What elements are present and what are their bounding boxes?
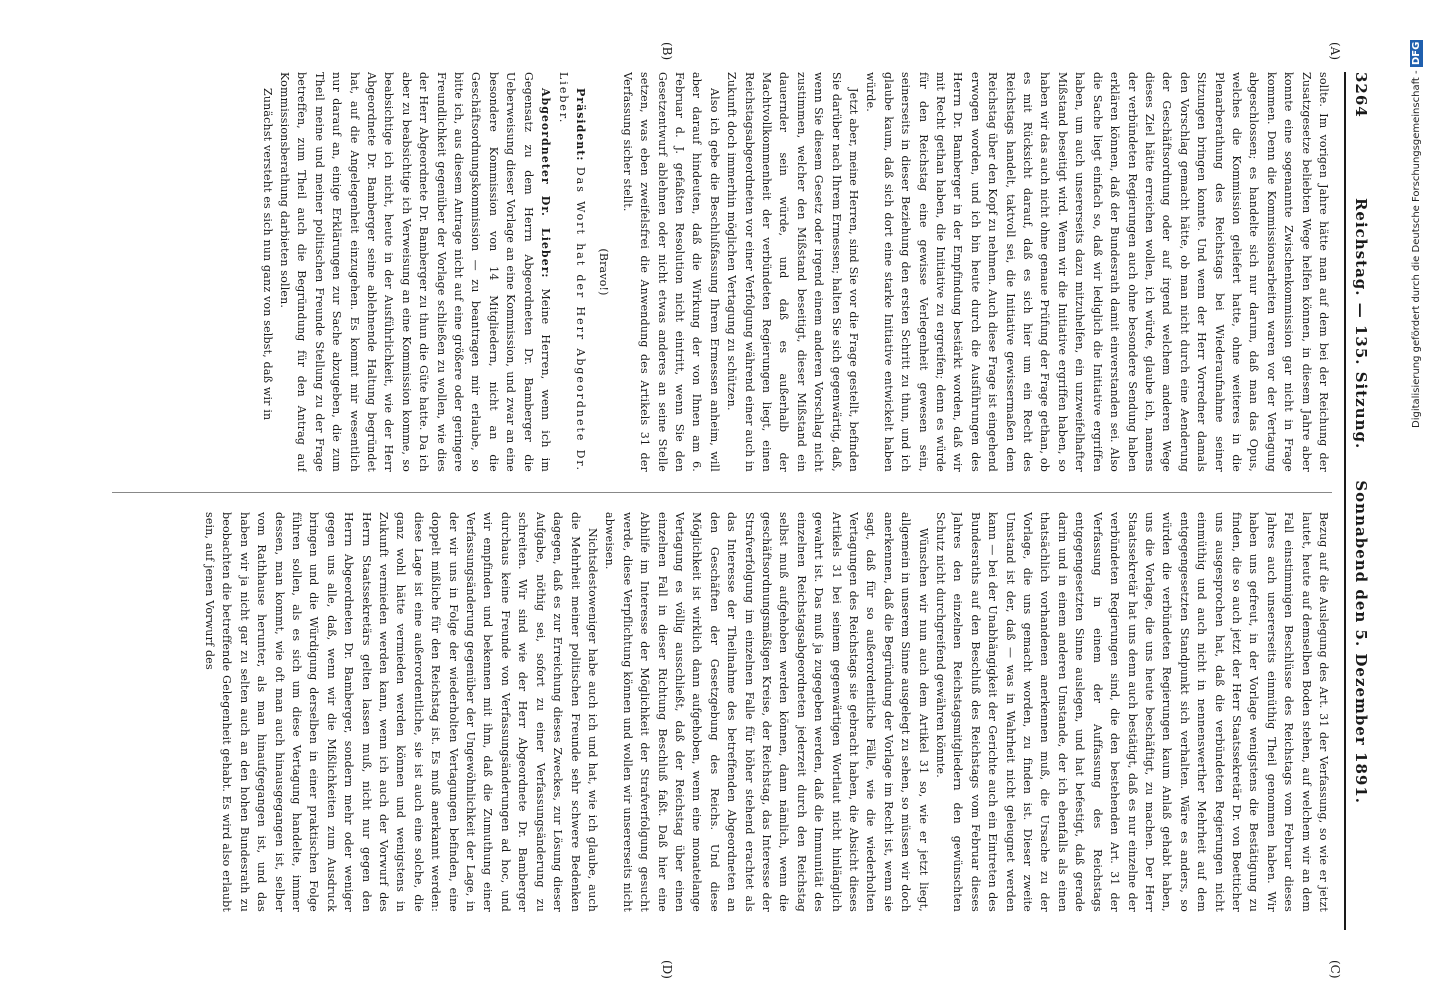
speech-text: Das Wort hat der Herr Abgeordnete Dr. Lieber.	[556, 72, 587, 472]
session-title: Reichstag. — 135. Sitzung.	[1352, 197, 1370, 450]
digitization-credit	[1410, 40, 1428, 980]
paragraph: Wünschen wir nun auch dem Artikel 31 so, wie er jetzt liegt, allgemein in unserem Sinne ausgelegt zu sehen, so müssen wir doch anerkennen, daß die Begründung der Vorlage im Recht ist, wenn sie sagt, daß für so außerordentliche Fälle, wie die wiederholten Vertagungen des Reichstags sie gebracht haben, die Absicht dieses Artikels 31 bei seinem gegenwärtigen Wortlaut nicht hinlänglich gewahrt ist. Das muß ja zugegeben werden, daß die Immunität des einzelnen Reichstagsabgeordneten jederzeit durch den Reichstag selbst muß aufgehoben werden können, dann nämlich, wenn die geschäftsordnungsmäßigen Kreise, der Reichstag, das Interesse der Strafverfolgung im einzelnen Falle für höher stehend erachtet als das Interesse der Theilnahme des betreffenden Abgeordneten an den Geschäften der Gesetzgebung des Reichs. Und diese Möglichkeit ist wirklich dann aufgehoben, wenn eine monatelange Vertagung es völlig ausschließt, daß der Reichstag über einen einzelnen Fall in dieser Richtung Beschluß faßt. Daß hier eine Abhilfe im Interesse der Möglichkeit der Strafverfolgung gesucht werde, diese Verpflichtung können und wollen wir unsererseits nicht abweisen.	[603, 512, 930, 912]
speech-text: Meine Herren, wenn ich im Gegensatz zu dem Herrn Abgeordneten Dr. Bamberger die Ueberweisung dieser Vorlage an eine Kommission, und zwar an eine besondere Kommission von 14 Mitgliedern, nicht an die Geschäftsordnungskommission — zu beantragen mir erlaube, so bitte ich, aus diesem Antrage nicht auf eine größere oder geringere Freundlichkeit gegenüber der Vorlage schließen zu wollen, wie dies der Herr Abgeordnete Dr. Bamberger zu thun die Güte hatte. Da ich aber zu beabsichtige ich Verweisung an eine Kommission komme, so beabsichtige ich nicht, heute in der Ausführlichkeit, wie der Herr Abgeordnete Dr. Bamberger seine ablehnende Haltung begründet hat, auf die Angelegenheit einzugehen. Es kommt mir wesentlich nur darauf an, einige Erklärungen zur Sache abzugeben, die zum Theil meine und meiner politischen Freunde Stellung zu der Frage betreffen, zum Theil auch die Begründung für den Antrag auf Kommissionsberathung darbieten sollen.	[278, 72, 553, 472]
speaker-label: Abgeordneter Dr. Lieber:	[539, 88, 553, 279]
page-header	[1344, 72, 1372, 930]
paragraph: Zunächst versteht es sich nun ganz von selbst, daß wir in	[260, 88, 274, 421]
margin-mark-a: (A)	[1328, 42, 1342, 61]
credit-text: Digitalisierung gefördert durch die Deutsche Forschungsgemeinschaft -	[1411, 70, 1422, 429]
speaker-label: Präsident:	[573, 88, 587, 162]
margin-mark-d: (D)	[660, 960, 674, 979]
speaker-paragraph	[276, 72, 555, 472]
president-paragraph	[554, 72, 589, 472]
paragraph: Also ich gebe die Beschlußfassung Ihrem Ermessen anheim, will aber darauf hindeuten, daß die Wirkung der von Ihnen am 6. Februar d. J. gefaßten Resolution nicht eintritt, wenn Sie den Gesetzentwurf ablehnen oder nicht etwas anderes an seine Stelle setzen, was eben zweifelsfrei die Anwendung des Artikels 31 der Verfassung sicher stellt.	[620, 72, 721, 472]
paragraph: Bezug auf die Auslegung des Art. 31 der Verfassung, so wie er jetzt lautet, heute auf demselben Boden stehen, auf welchem wir an dem Fall einstimmigen Beschlüsse des Reichstags vom Februar dieses Jahres auch unsererseits einmüthig Theil genommen haben. Wir haben uns gefreut, in der Vorlage wenigstens die Bestätigung zu finden, die so auch jetzt der Herr Staatssekretär Dr. von Boetticher uns ausgesprochen hat, daß die verbündeten Regierungen nicht einmüthig und auch nicht in nennenswerther Mehrheit auf dem entgegengesetzten Standpunkt sich verhalten. Wäre es anders, so würden die verbündeten Regierungen kaum Anlaß gehabt haben, uns die Vorlage, die uns heute beschäftigt, zu machen. Der Herr Staatssekretär hat uns denn auch bestätigt, daß es nur einzelne der verbündeten Regierungen sind, die den bestehenden Art. 31 der Verfassung in einem der Auffassung des Reichstags entgegengesetzten Sinne auslegen, und hat befestigt, daß gerade darin und in einem anderen Umstande, der ich ebenfalls als einen thatsächlich vorhandenen anerkennen muß, die Ursache zu der Vorlage, die uns gemacht worden, zu finden ist. Dieser zweite Umstand ist der, daß — was in Wahrheit nicht geleugnet werden kann — bei der Unabhängigkeit der Gerichte auch ein Eintreten des Bundesraths auf den Beschluß des Reichstags vom Februar dieses Jahres den einzelnen Reichstagsmitgliedern den gewünschten Schutz nicht durchgreifend gewähren könnte.	[934, 512, 1330, 912]
paragraph: sollte. Im vorigen Jahre hätte man auf dem bei der Reichung der Zusatzgesetze beliebten Wege helfen können, in diesem Jahre aber konnte eine sogenannte Zwischenkommission gar nicht in Frage kommen. Denn die Kommissionsarbeiten waren vor der Vertagung abgeschlossen; es handelte sich nur darum, daß man das Opus, welches die Kommission geliefert hatte, ohne weiteres in die Plenarberathung des Reichstags bei Wiederaufnahme seiner Sitzungen bringen konnte. Und wenn der Herr Vorredner damals den Vorschlag gemacht hätte, ob man nicht durch eine Aenderung der Geschäftsordnung oder auf irgend welchem anderen Wege dieses Ziel hätte erreichen wollen, ich würde, glaube ich, namens der verbündeten Regierungen auch ohne besondere Sendung haben erklären können, daß der Bundesrath damit einverstanden sei. Also die Sache liegt einfach so, daß wir lediglich die Initiative ergriffen haben, um auch unsererseits dazu mitzuhelfen, ein unzweifelhafter Mißstand beseitigt wird. Wenn wir die Initiative ergriffen haben, so haben wir das auch nicht ohne genaue Prüfung der Frage gethan, ob es mit Rücksicht darauf, daß es sich hier um ein Recht des Reichstags handelt, taktvoll sei, die Initiative gewissermaßen dem Reichstag über den Kopf zu nehmen. Auch diese Frage ist eingehend erwogen worden, und ich bin heute durch die Ausführungen des Herrn Dr. Bamberger in der Empfindung bestärkt worden, daß wir mit Recht gethan haben, die Initiative zu ergreifen; denn es würde für den Reichstag eine gewisse Verlegenheit gewesen sein, seinerseits in dieser Beziehung den ersten Schritt zu thun, und ich glaube kaum, daß sich dort eine starke Initiative entwickelt haben würde.	[864, 72, 1330, 472]
margin-mark-b: (B)	[660, 42, 674, 61]
paragraph: Nichtsdestoweniger habe auch ich und hat, wie ich glaube, auch die Mehrheit meiner politischen Freunde sehr schwere Bedenken dagegen, daß es zur Erreichung dieses Zweckes, zur Lösung dieser Aufgabe, nöthig sei, sofort zu einer Verfassungsänderung zu schreiten. Wir sind wie der Herr Abgeordnete Dr. Bamberger durchaus keine Freunde von Verfassungsänderungen ad hoc, und wir empfinden und bekennen mit ihm, daß die Zumuthung einer Verfassungsänderung gegenüber der Ungewöhnlichkeit der Lage, in der wir uns in Folge der wiederholten Vertagungen befinden, eine doppelt mißliche für den Reichstag ist. Es muß anerkannt werden: diese Lage ist eine außerordentliche, sie ist auch eine solche, die ganz wohl hätte vermieden werden können und wenigstens in Zukunft vermieden werden kann, wenn ich auch der Vorwurf des Herrn Staatssekretärs gelten lassen muß, nicht nur gegen den Herrn Abgeordneten Dr. Bamberger, sondern mehr oder weniger gegen uns alle, daß, wenn wir die Mißlichkeiten zum Ausdruck bringen und die Würdigung derselben in einer praktischen Folge führen sollen, als es sich um diese Vertagung handelte, immer dessen, man kommt, wie oft man auch hinausgegangen ist, selber vom Rathhause herunter, als man hinaufgegangen ist, und das haben wir ja nicht gar zu selten auch an den hohen Bundesrath zu beobachten die betreffende Gelegenheit gehabt. Es wird also erlaubt sein, auf jenen Vorwurf des	[203, 512, 599, 912]
applause-note: (Bravo!)	[597, 248, 611, 296]
page-header-title	[1352, 72, 1370, 930]
session-date: Sonnabend den 5. Dezember 1891.	[1352, 480, 1370, 805]
margin-mark-c: (C)	[1328, 960, 1342, 979]
column-divider	[112, 492, 1332, 493]
right-column	[112, 512, 1332, 912]
paragraph: Jetzt aber, meine Herren, sind Sie vor die Frage gestellt, befinden Sie darüber nach Ihrem Ermessen; halten Sie sich gegenwärtig, daß, wenn Sie diesem Gesetz oder irgend einem anderen Vorschlag nicht zustimmen, welcher den Mißstand beseitigt, dieser Mißstand ein dauernder sein würde, und daß es außerhalb der Machtvollkommenheit der verbündeten Regierungen liegt, einen Reichstagsabgeordneten vor einer Verfolgung während einer auch in Zukunft doch immerhin möglichen Vertagung zu schützen.	[725, 72, 861, 472]
left-column	[112, 72, 1332, 472]
page-number: 3264	[1352, 72, 1370, 118]
dfg-logo: DFG	[1411, 42, 1422, 66]
